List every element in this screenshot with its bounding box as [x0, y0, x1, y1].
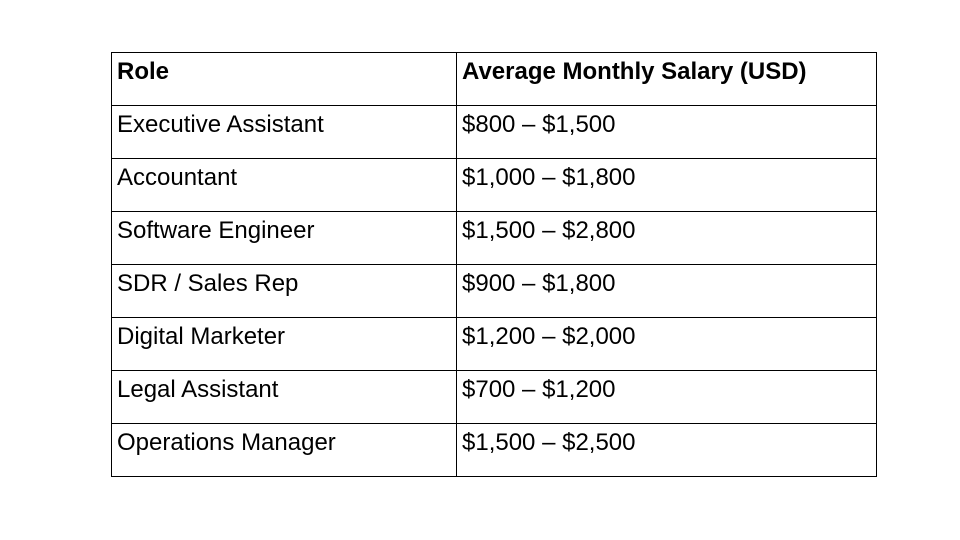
table-row: [112, 212, 877, 265]
role-cell: [112, 265, 457, 318]
salary-text: $800 – $1,500: [462, 111, 616, 138]
table-row: [112, 318, 877, 371]
role-cell: [112, 318, 457, 371]
role-cell: [112, 212, 457, 265]
role-text: Software Engineer: [117, 217, 315, 244]
table-row: [112, 265, 877, 318]
header-salary: [457, 53, 877, 106]
role-text: Accountant: [117, 164, 238, 191]
table-row: [112, 424, 877, 477]
salary-cell: [457, 424, 877, 477]
salary-cell: [457, 371, 877, 424]
salary-text: $1,000 – $1,800: [462, 164, 636, 191]
salary-text: $900 – $1,800: [462, 270, 616, 297]
salary-text: $1,500 – $2,800: [462, 217, 636, 244]
role-text: Digital Marketer: [117, 323, 286, 350]
header-role-label: Role: [117, 58, 170, 85]
header-role: [112, 53, 457, 106]
salary-text: $700 – $1,200: [462, 376, 616, 403]
table-row: [112, 159, 877, 212]
role-text: Executive Assistant: [117, 111, 324, 138]
role-text: Legal Assistant: [117, 376, 279, 403]
salary-table: [111, 52, 877, 477]
header-salary-label: Average Monthly Salary (USD): [462, 58, 807, 85]
salary-cell: [457, 159, 877, 212]
role-text: Operations Manager: [117, 429, 336, 456]
salary-cell: [457, 265, 877, 318]
table-header: [112, 53, 877, 106]
role-cell: [112, 159, 457, 212]
salary-cell: [457, 318, 877, 371]
role-text: SDR / Sales Rep: [117, 270, 299, 297]
table-body: [112, 106, 877, 477]
table-row: [112, 106, 877, 159]
salary-text: $1,500 – $2,500: [462, 429, 636, 456]
role-cell: [112, 371, 457, 424]
salary-text: $1,200 – $2,000: [462, 323, 636, 350]
header-row: [112, 53, 877, 106]
salary-cell: [457, 212, 877, 265]
salary-cell: [457, 106, 877, 159]
table-row: [112, 371, 877, 424]
role-cell: [112, 424, 457, 477]
role-cell: [112, 106, 457, 159]
